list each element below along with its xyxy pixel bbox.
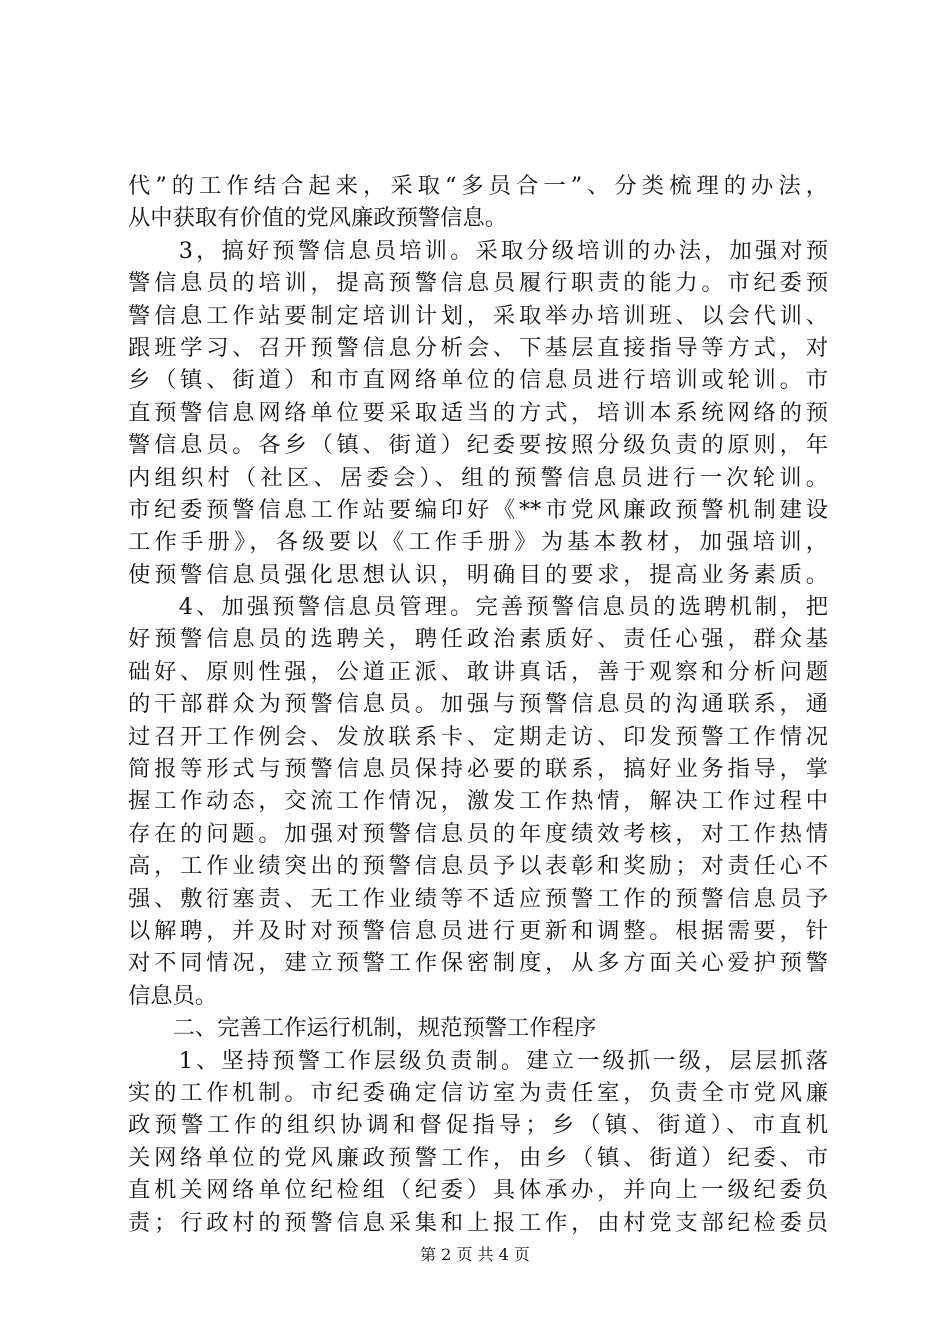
text-line: 高，工作业绩突出的预警信息员予以表彰和奖励；对责任心不 <box>128 853 828 880</box>
text-line: 对不同情况，建立预警工作保密制度，从多方面关心爱护预警 <box>128 950 828 977</box>
text-line: 内组织村（社区、居委会）、组的预警信息员进行一次轮训。 <box>128 464 828 491</box>
text-line: 乡（镇、街道）和市直网络单位的信息员进行培训或轮训。市 <box>128 367 828 394</box>
text-line: 简报等形式与预警信息员保持必要的联系，搞好业务指导，掌 <box>128 756 828 783</box>
text-line: 警信息员的培训，提高预警信息员履行职责的能力。市纪委预 <box>128 270 828 297</box>
text-line: 信息员。 <box>128 982 218 1009</box>
document-body <box>128 170 828 1239</box>
text-line: 以解聘，并及时对预警信息员进行更新和调整。根据需要，针 <box>128 917 828 944</box>
text-line: 跟班学习、召开预警信息分析会、下基层直接指导等方式，对 <box>128 334 828 361</box>
text-line: 好预警信息员的选聘关，聘任政治素质好、责任心强，群众基 <box>128 626 828 653</box>
text-line: 础好、原则性强，公道正派、敢讲真话，善于观察和分析问题 <box>128 658 828 685</box>
text-line: 责；行政村的预警信息采集和上报工作，由村党支部纪检委员 <box>128 1209 828 1236</box>
page-number-footer: 第 2 页 共 4 页 <box>420 1245 530 1264</box>
text-line: 警信息员。各乡（镇、街道）纪委要按照分级负责的原则，年 <box>128 432 828 459</box>
text-line: 1、坚持预警工作层级负责制。建立一级抓一级，层层抓落 <box>128 1047 828 1074</box>
text-line: 二、完善工作运行机制，规范预警工作程序 <box>128 1015 597 1042</box>
text-line: 4、加强预警信息员管理。完善预警信息员的选聘机制，把 <box>128 594 828 621</box>
text-line: 直机关网络单位纪检组（纪委）具体承办，并向上一级纪委负 <box>128 1177 828 1204</box>
text-line: 使预警信息员强化思想认识，明确目的要求，提高业务素质。 <box>128 561 828 588</box>
text-line: 3，搞好预警信息员培训。采取分级培训的办法，加强对预 <box>128 237 828 264</box>
text-line: 工作手册》，各级要以《工作手册》为基本教材，加强培训， <box>128 529 828 556</box>
text-line: 关网络单位的党风廉政预警工作，由乡（镇、街道）纪委、市 <box>128 1144 828 1171</box>
text-line: 过召开工作例会、发放联系卡、定期走访、印发预警工作情况 <box>128 723 828 750</box>
text-line: 从中获取有价值的党风廉政预警信息。 <box>128 205 508 232</box>
text-line: 市纪委预警信息工作站要编印好《**市党风廉政预警机制建设 <box>128 496 828 523</box>
text-line: 直预警信息网络单位要采取适当的方式，培训本系统网络的预 <box>128 399 828 426</box>
text-line: 代”的工作结合起来，采取“多员合一”、分类梳理的办法， <box>128 173 828 199</box>
text-line: 的干部群众为预警信息员。加强与预警信息员的沟通联系，通 <box>128 691 828 718</box>
text-line: 实的工作机制。市纪委确定信访室为责任室，负责全市党风廉 <box>128 1079 828 1106</box>
text-line: 握工作动态，交流工作情况，激发工作热情，解决工作过程中 <box>128 788 828 815</box>
text-line: 存在的问题。加强对预警信息员的年度绩效考核，对工作热情 <box>128 820 828 847</box>
text-line: 警信息工作站要制定培训计划，采取举办培训班、以会代训、 <box>128 302 828 329</box>
text-line: 政预警工作的组织协调和督促指导；乡（镇、街道）、市直机 <box>128 1112 828 1139</box>
text-line: 强、敷衍塞责、无工作业绩等不适应预警工作的预警信息员予 <box>128 885 828 912</box>
